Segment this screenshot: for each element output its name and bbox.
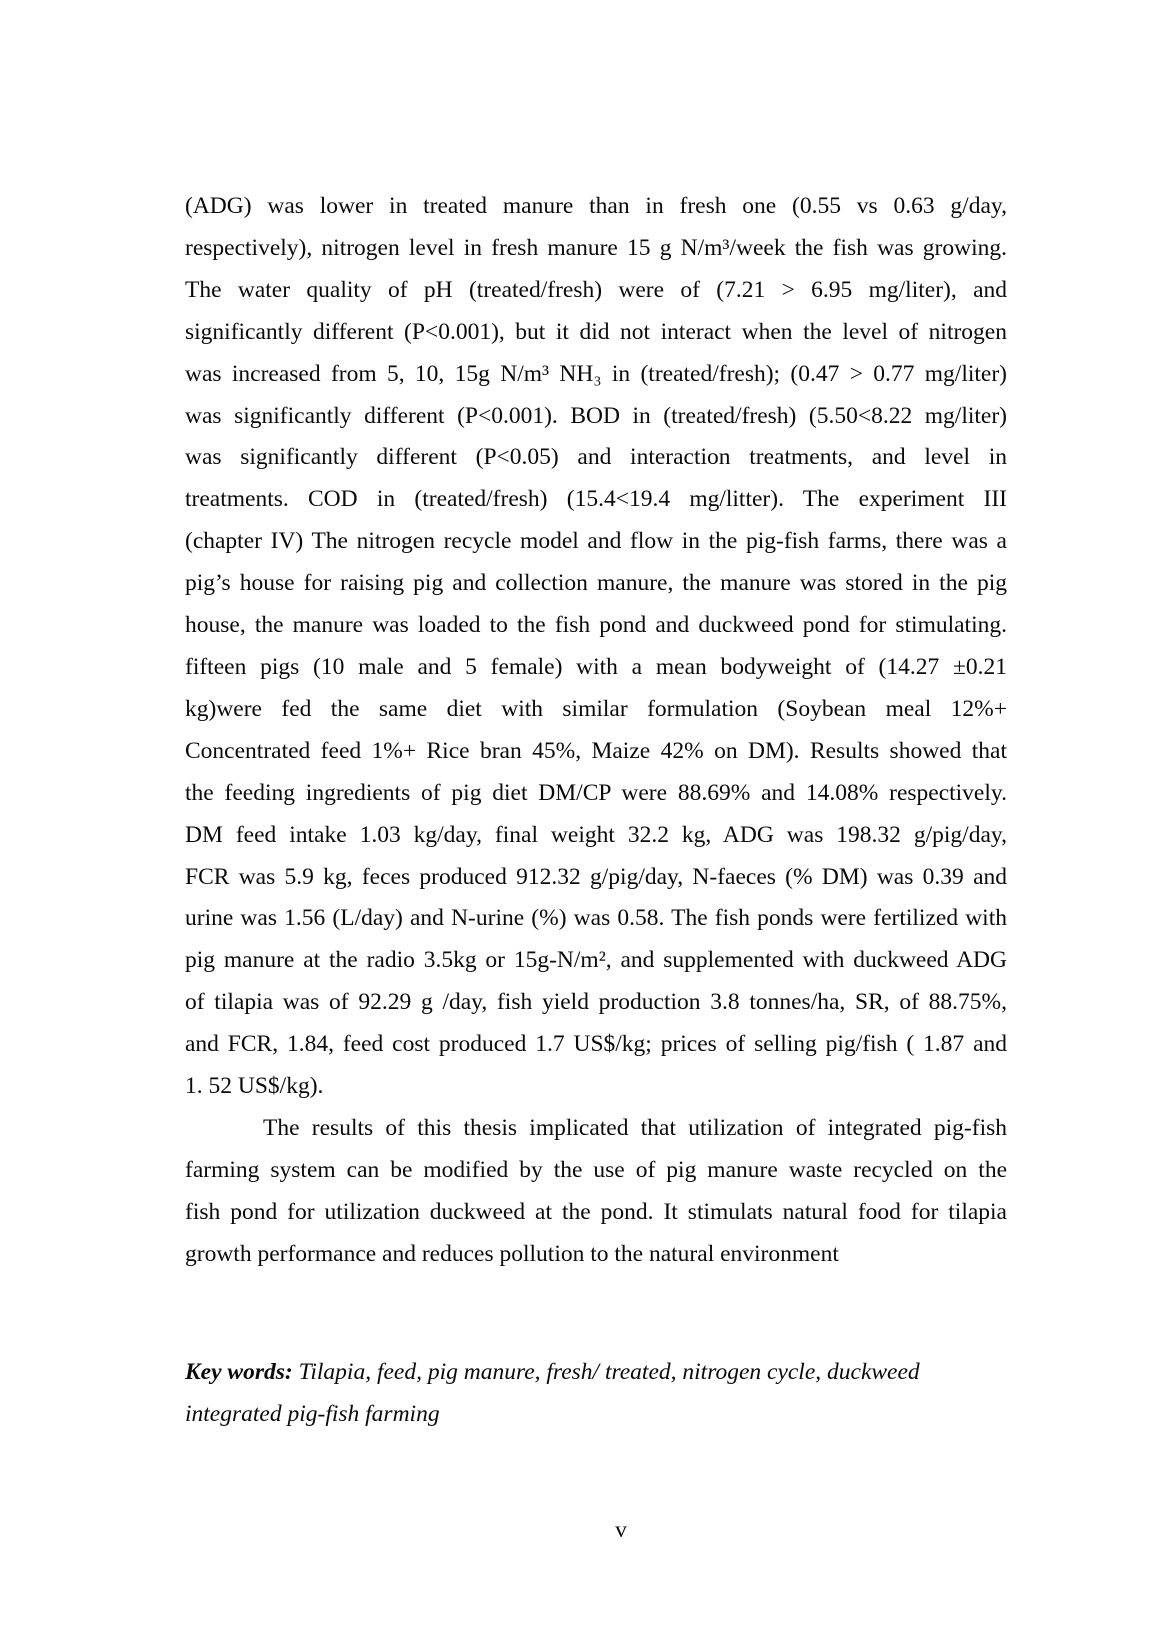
text-line: was significantly different (P<0.001). BOD in (treated/fresh) (5.50<8.22 mg/liter) xyxy=(185,402,1007,429)
text-line: the feeding ingredients of pig diet DM/CP were 88.69% and 14.08% respectively. xyxy=(185,779,1007,806)
text-line: The results of this thesis implicated that utilization of integrated pig-fish xyxy=(263,1114,1007,1141)
text-line: fifteen pigs (10 male and 5 female) with a mean bodyweight of (14.27 ±0.21 xyxy=(185,653,1007,680)
keywords-text: Tilapia, feed, pig manure, fresh/ treated, nitrogen cycle, duckweed xyxy=(292,1359,920,1385)
page-number: v xyxy=(615,1517,627,1543)
text-line: was increased from 5, 10, 15g N/m³ NH₃ in (treated/fresh); (0.47 > 0.77 mg/liter) xyxy=(185,360,1007,387)
text-line: pig’s house for raising pig and collection manure, the manure was stored in the pig xyxy=(185,570,1007,597)
text-line: was significantly different (P<0.05) and interaction treatments, and level in xyxy=(185,444,1007,471)
keywords-line-1 xyxy=(185,1352,1007,1394)
text-line: FCR was 5.9 kg, feces produced 912.32 g/pig/day, N-faeces (% DM) was 0.39 and xyxy=(185,863,1007,890)
text-line: DM feed intake 1.03 kg/day, final weight 32.2 kg, ADG was 198.32 g/pig/day, xyxy=(185,821,1007,848)
text-line: Concentrated feed 1%+ Rice bran 45%, Maize 42% on DM). Results showed that xyxy=(185,737,1007,764)
text-line: house, the manure was loaded to the fish pond and duckweed pond for stimulating. xyxy=(185,612,1007,639)
text-line: farming system can be modified by the use of pig manure waste recycled on the xyxy=(185,1156,1007,1183)
text-line: fish pond for utilization duckweed at the pond. It stimulats natural food for tilapia xyxy=(185,1198,1007,1225)
text-line: and FCR, 1.84, feed cost produced 1.7 US$/kg; prices of selling pig/fish ( 1.87 and xyxy=(185,1031,1007,1058)
text-line: (chapter IV) The nitrogen recycle model and flow in the pig-fish farms, there was a xyxy=(185,528,1007,555)
text-line: pig manure at the radio 3.5kg or 15g-N/m², and supplemented with duckweed ADG xyxy=(185,947,1007,974)
text-line: growth performance and reduces pollution to the natural environment xyxy=(185,1240,839,1267)
text-line: of tilapia was of 92.29 g /day, fish yield production 3.8 tonnes/ha, SR, of 88.75%, xyxy=(185,989,1007,1016)
text-line: significantly different (P<0.001), but it did not interact when the level of nitrogen xyxy=(185,318,1007,345)
keywords-label: Key words: xyxy=(185,1359,293,1385)
text-line: kg)were fed the same diet with similar formulation (Soybean meal 12%+ xyxy=(185,695,1007,722)
text-line: 1. 52 US$/kg). xyxy=(185,1073,324,1100)
text-line: urine was 1.56 (L/day) and N-urine (%) was 0.58. The fish ponds were fertilized with xyxy=(185,905,1007,932)
text-line: The water quality of pH (treated/fresh) were of (7.21 > 6.95 mg/liter), and xyxy=(185,276,1007,303)
keywords-line-2: integrated pig-fish farming xyxy=(185,1400,440,1427)
abstract-body xyxy=(185,186,1007,1276)
text-line: treatments. COD in (treated/fresh) (15.4<19.4 mg/litter). The experiment III xyxy=(185,486,1007,513)
text-line: respectively), nitrogen level in fresh manure 15 g N/m³/week the fish was growing. xyxy=(185,234,1007,261)
keywords-block xyxy=(185,1352,1007,1436)
text-line: (ADG) was lower in treated manure than in fresh one (0.55 vs 0.63 g/day, xyxy=(185,193,1007,219)
